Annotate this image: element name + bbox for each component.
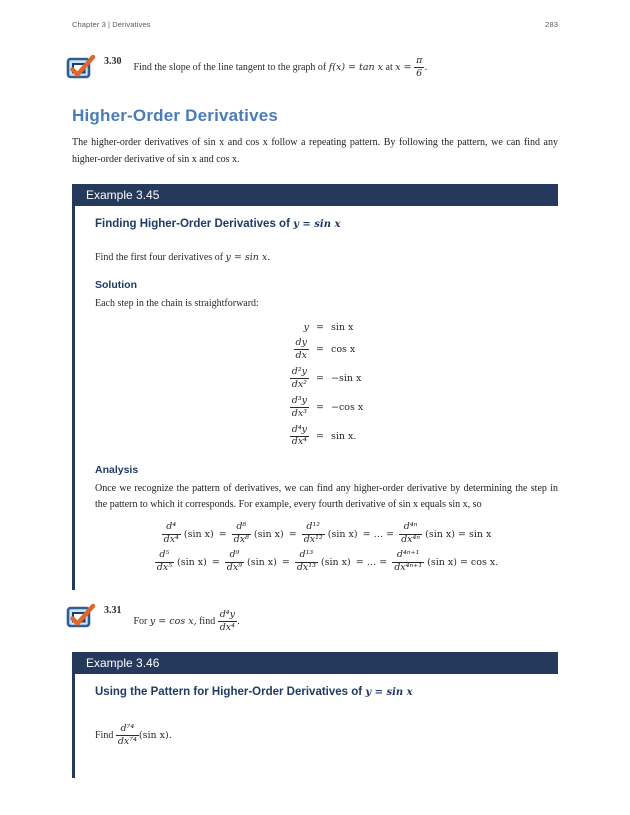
fraction-d4y-dx4: $\frac{\text{d⁴y}}{\text{dx⁴}}$ (219, 609, 235, 633)
analysis-equation-line-2 (95, 550, 558, 574)
equals-sign: = (316, 344, 324, 356)
checkpoint-text-prefix: Find the slope of the line tangent to the graph of (133, 62, 327, 74)
period: . (424, 62, 428, 74)
checkpoint-3-30 (66, 53, 558, 80)
fraction-term: $\frac{\text{d⁴ⁿ}}{\text{dx⁴ⁿ}}$ (401, 521, 421, 546)
example-title-math: y = sin x (293, 219, 341, 230)
example-title-math: y = sin x (365, 686, 413, 698)
checkpoint-text-at: at (385, 62, 393, 74)
eq-lhs: $\frac{\text{d²y}}{\text{dx²}}$ (291, 365, 307, 390)
checkpoint-3-31 (66, 602, 558, 634)
fraction-term: $\frac{\text{d¹³}}{\text{dx¹³}}$ (296, 549, 316, 574)
fraction-d74-dx74: $\frac{\text{d⁷⁴}}{\text{dx⁷⁴}}$ (117, 722, 137, 747)
example-label: Example 3.46 (86, 655, 160, 670)
equals-sign: = (316, 373, 324, 385)
solution-heading: Solution (95, 279, 137, 291)
problem-statement (95, 724, 558, 748)
solution-intro: Each step in the chain is straightforward: (95, 298, 259, 309)
equals-sign: = (316, 322, 324, 333)
term-arg: (sin x) (427, 556, 457, 568)
term-arg: (sin x) (183, 528, 214, 540)
example-title (95, 218, 558, 230)
fraction-term: $\frac{\text{d⁸}}{\text{dx⁸}}$ (233, 521, 249, 546)
eq-lhs: y (303, 322, 309, 333)
problem-statement (95, 252, 558, 263)
example-header-bar (72, 184, 558, 206)
eq-rhs: −cos x (331, 402, 364, 414)
math-fx: f(x) = tan x (328, 62, 383, 74)
fraction-term: $\frac{\text{d⁴}}{\text{dx⁴}}$ (163, 521, 179, 546)
eq-lhs: $\frac{dy}{dx}$ (295, 337, 307, 361)
line-result: = sin x (458, 528, 492, 540)
problem-arg: (sin x). (138, 730, 172, 742)
checkpoint-text-find: find (199, 616, 216, 628)
eq-lhs: $\frac{\text{d³y}}{\text{dx³}}$ (291, 394, 307, 419)
fraction-term: $\frac{\text{d¹²}}{\text{dx¹²}}$ (303, 521, 323, 546)
equals-sign: = (281, 556, 290, 568)
line-result: = cos x. (459, 556, 499, 568)
checkpoint-checkbox-icon (66, 53, 96, 80)
eq-rhs: sin x. (331, 430, 357, 442)
fraction-term: $\frac{\text{d⁵}}{\text{dx⁵}}$ (156, 549, 172, 574)
example-3-45 (72, 184, 558, 590)
math-y-cos: y = cos x, (149, 616, 197, 628)
page-number: 283 (545, 20, 558, 29)
fraction-term: $\frac{\text{d⁹}}{\text{dx⁹}}$ (226, 549, 243, 574)
eq-rhs: cos x (331, 344, 356, 356)
section-heading: Higher-Order Derivatives (72, 106, 279, 125)
ellipsis-equals: = … = (362, 528, 395, 540)
problem-math: y = sin x. (225, 252, 271, 263)
checkpoint-text (134, 610, 241, 634)
chapter-title: Chapter 3 | Derivatives (72, 20, 151, 29)
fraction-pi-over-6: $\frac{\pi}{6}$ (416, 55, 423, 79)
example-body (72, 206, 558, 590)
term-arg: (sin x) (177, 556, 207, 568)
term-arg: (sin x) (425, 528, 455, 540)
example-title (95, 686, 558, 698)
example-label: Example 3.45 (86, 188, 160, 202)
checkpoint-checkbox-icon (66, 602, 96, 629)
term-arg: (sin x) (320, 556, 351, 568)
ellipsis-equals: = … = (355, 556, 388, 568)
eq-rhs: sin x (331, 322, 354, 333)
math-x-equals: x = (395, 62, 412, 74)
problem-text: Find (95, 730, 114, 742)
equals-sign: = (211, 556, 220, 568)
running-header (72, 20, 558, 29)
equals-sign: = (316, 402, 324, 414)
equals-sign: = (218, 528, 227, 540)
example-header-bar (72, 652, 558, 674)
example-body (72, 674, 558, 778)
analysis-equation-line-1 (95, 522, 558, 546)
term-arg: (sin x) (253, 528, 284, 540)
problem-text: Find the first four derivatives of (95, 252, 224, 263)
eq-rhs: −sin x (331, 373, 362, 385)
section-intro-paragraph: The higher-order derivatives of sin x and cos x follow a repeating pattern. By following the pattern, we can find any higher-order derivative of sin x and cos x. (72, 137, 558, 165)
fraction-term: $\frac{\text{d⁴ⁿ⁺¹}}{\text{dx⁴ⁿ⁺¹}}$ (394, 549, 423, 574)
example-title-text: Using the Pattern for Higher-Order Derivatives of (95, 685, 363, 698)
checkpoint-number: 3.31 (104, 605, 122, 617)
checkpoint-number: 3.30 (104, 56, 122, 67)
term-arg: (sin x) (327, 528, 358, 540)
term-arg: (sin x) (247, 556, 277, 568)
example-title-text: Finding Higher-Order Derivatives of (95, 218, 290, 230)
checkpoint-text-for: For (133, 616, 148, 628)
equals-sign: = (316, 430, 324, 442)
checkpoint-text (134, 56, 428, 80)
period: . (236, 616, 240, 628)
analysis-paragraph: Once we recognize the pattern of derivatives, we can find any higher-order derivative by determining the step in the pattern to which it corresponds. For example, every fourth derivative of sin x equals sin x, so (95, 483, 558, 510)
eq-lhs: $\frac{\text{d⁴y}}{\text{dx⁴}}$ (291, 423, 307, 448)
example-3-46 (72, 652, 558, 778)
equals-sign: = (288, 528, 297, 540)
analysis-heading: Analysis (95, 464, 139, 477)
derivative-equation-stack (290, 322, 364, 448)
